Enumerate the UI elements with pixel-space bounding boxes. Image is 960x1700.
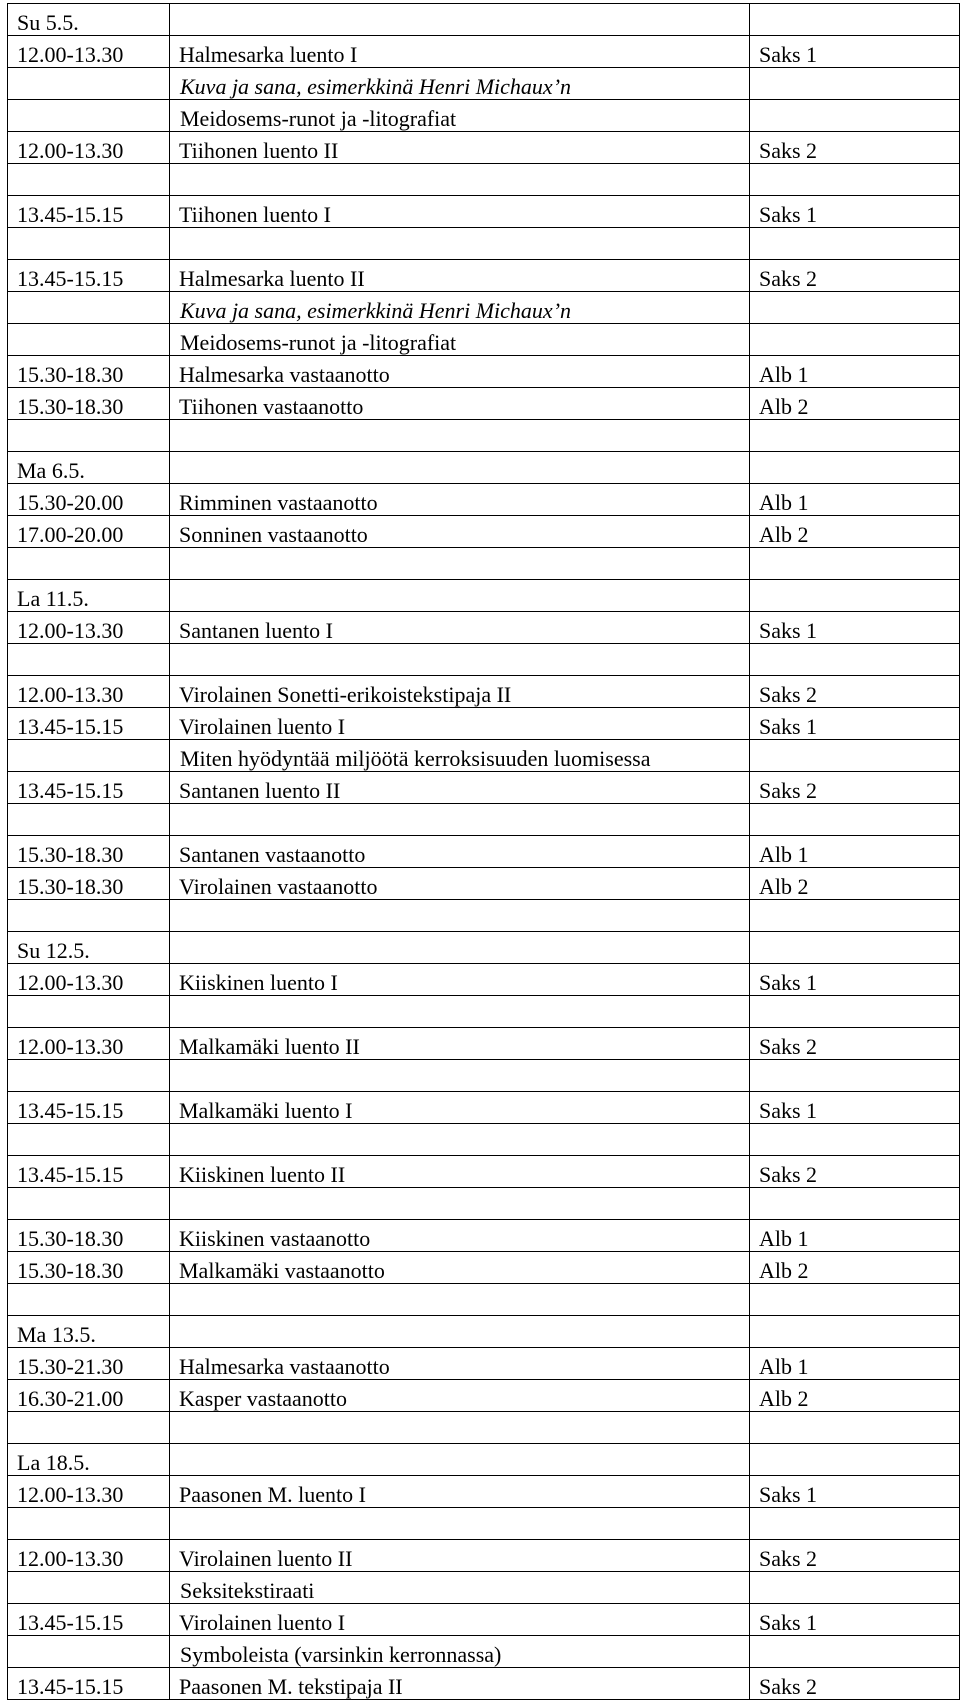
table-row bbox=[8, 868, 960, 900]
date-label: Su 12.5. bbox=[8, 932, 170, 964]
event-cell: Virolainen Sonetti-erikoistekstipaja II bbox=[170, 676, 750, 708]
time-cell bbox=[8, 1412, 170, 1444]
time-cell bbox=[8, 900, 170, 932]
table-row bbox=[8, 1092, 960, 1124]
room-cell bbox=[750, 580, 960, 612]
event-cell bbox=[170, 420, 750, 452]
room-cell: Alb 1 bbox=[750, 1348, 960, 1380]
time-cell bbox=[8, 740, 170, 772]
description-cell: Kuva ja sana, esimerkkinä Henri Michaux’n bbox=[170, 292, 750, 324]
time-cell: 15.30-18.30 bbox=[8, 836, 170, 868]
event-cell: Kasper vastaanotto bbox=[170, 1380, 750, 1412]
date-label: Ma 6.5. bbox=[8, 452, 170, 484]
event-cell: Tiihonen luento I bbox=[170, 196, 750, 228]
time-cell bbox=[8, 420, 170, 452]
event-cell bbox=[170, 452, 750, 484]
time-cell bbox=[8, 324, 170, 356]
room-cell: Saks 2 bbox=[750, 676, 960, 708]
room-cell bbox=[750, 1316, 960, 1348]
time-cell: 12.00-13.30 bbox=[8, 1476, 170, 1508]
time-cell: 12.00-13.30 bbox=[8, 1540, 170, 1572]
time-cell bbox=[8, 1284, 170, 1316]
table-row bbox=[8, 1348, 960, 1380]
room-cell bbox=[750, 1060, 960, 1092]
event-cell bbox=[170, 996, 750, 1028]
time-cell: 13.45-15.15 bbox=[8, 708, 170, 740]
event-cell: Halmesarka luento I bbox=[170, 36, 750, 68]
room-cell bbox=[750, 1444, 960, 1476]
description-cell: Meidosems-runot ja -litografiat bbox=[170, 100, 750, 132]
table-row bbox=[8, 1156, 960, 1188]
event-cell: Virolainen luento I bbox=[170, 1604, 750, 1636]
time-cell bbox=[8, 1572, 170, 1604]
time-cell bbox=[8, 1188, 170, 1220]
room-cell bbox=[750, 548, 960, 580]
room-cell bbox=[750, 644, 960, 676]
event-cell: Paasonen M. luento I bbox=[170, 1476, 750, 1508]
schedule-rows bbox=[8, 4, 960, 1700]
time-cell: 13.45-15.15 bbox=[8, 1604, 170, 1636]
spacer-row bbox=[8, 1060, 960, 1092]
room-cell: Saks 2 bbox=[750, 260, 960, 292]
event-cell: Tiihonen vastaanotto bbox=[170, 388, 750, 420]
room-cell bbox=[750, 1124, 960, 1156]
event-cell bbox=[170, 900, 750, 932]
spacer-row bbox=[8, 644, 960, 676]
time-cell: 15.30-21.30 bbox=[8, 1348, 170, 1380]
event-cell bbox=[170, 228, 750, 260]
room-cell: Alb 1 bbox=[750, 356, 960, 388]
event-cell bbox=[170, 1060, 750, 1092]
date-row bbox=[8, 1316, 960, 1348]
room-cell: Alb 2 bbox=[750, 388, 960, 420]
spacer-row bbox=[8, 804, 960, 836]
time-cell bbox=[8, 228, 170, 260]
room-cell: Saks 2 bbox=[750, 1540, 960, 1572]
table-row bbox=[8, 964, 960, 996]
table-row bbox=[8, 388, 960, 420]
room-cell: Saks 2 bbox=[750, 132, 960, 164]
room-cell: Saks 1 bbox=[750, 1092, 960, 1124]
table-row bbox=[8, 1540, 960, 1572]
event-cell bbox=[170, 1124, 750, 1156]
spacer-row bbox=[8, 1124, 960, 1156]
event-cell bbox=[170, 1508, 750, 1540]
time-cell: 12.00-13.30 bbox=[8, 36, 170, 68]
event-cell bbox=[170, 1284, 750, 1316]
room-cell bbox=[750, 1508, 960, 1540]
room-cell: Alb 1 bbox=[750, 484, 960, 516]
description-row bbox=[8, 1572, 960, 1604]
spacer-row bbox=[8, 420, 960, 452]
time-cell: 12.00-13.30 bbox=[8, 964, 170, 996]
date-label: Ma 13.5. bbox=[8, 1316, 170, 1348]
room-cell bbox=[750, 1284, 960, 1316]
description-row bbox=[8, 292, 960, 324]
spacer-row bbox=[8, 1188, 960, 1220]
room-cell bbox=[750, 1572, 960, 1604]
spacer-row bbox=[8, 996, 960, 1028]
description-cell: Miten hyödyntää miljöötä kerroksisuuden luomisessa bbox=[170, 740, 750, 772]
time-cell bbox=[8, 68, 170, 100]
time-cell bbox=[8, 1060, 170, 1092]
room-cell bbox=[750, 420, 960, 452]
time-cell: 15.30-18.30 bbox=[8, 356, 170, 388]
time-cell: 13.45-15.15 bbox=[8, 1156, 170, 1188]
date-row bbox=[8, 452, 960, 484]
time-cell: 12.00-13.30 bbox=[8, 132, 170, 164]
spacer-row bbox=[8, 900, 960, 932]
time-cell: 15.30-18.30 bbox=[8, 1220, 170, 1252]
room-cell: Saks 1 bbox=[750, 1604, 960, 1636]
event-cell: Santanen luento II bbox=[170, 772, 750, 804]
event-cell bbox=[170, 4, 750, 36]
room-cell bbox=[750, 68, 960, 100]
room-cell bbox=[750, 228, 960, 260]
event-cell: Malkamäki luento II bbox=[170, 1028, 750, 1060]
spacer-row bbox=[8, 1412, 960, 1444]
event-cell: Virolainen luento II bbox=[170, 1540, 750, 1572]
event-cell: Malkamäki luento I bbox=[170, 1092, 750, 1124]
event-cell: Paasonen M. tekstipaja II bbox=[170, 1668, 750, 1700]
room-cell: Alb 1 bbox=[750, 836, 960, 868]
room-cell bbox=[750, 1412, 960, 1444]
room-cell: Saks 2 bbox=[750, 1028, 960, 1060]
schedule-table bbox=[7, 3, 960, 1700]
time-cell: 13.45-15.15 bbox=[8, 772, 170, 804]
event-cell bbox=[170, 932, 750, 964]
time-cell: 12.00-13.30 bbox=[8, 1028, 170, 1060]
date-row bbox=[8, 932, 960, 964]
room-cell bbox=[750, 1636, 960, 1668]
table-row bbox=[8, 836, 960, 868]
table-row bbox=[8, 1476, 960, 1508]
event-cell: Kiiskinen vastaanotto bbox=[170, 1220, 750, 1252]
room-cell bbox=[750, 452, 960, 484]
room-cell bbox=[750, 164, 960, 196]
event-cell bbox=[170, 1412, 750, 1444]
event-cell bbox=[170, 1316, 750, 1348]
event-cell: Kiiskinen luento I bbox=[170, 964, 750, 996]
room-cell bbox=[750, 804, 960, 836]
time-cell bbox=[8, 804, 170, 836]
table-row bbox=[8, 1220, 960, 1252]
description-row bbox=[8, 1636, 960, 1668]
room-cell bbox=[750, 4, 960, 36]
event-cell: Halmesarka luento II bbox=[170, 260, 750, 292]
room-cell bbox=[750, 996, 960, 1028]
event-cell: Santanen luento I bbox=[170, 612, 750, 644]
time-cell bbox=[8, 1508, 170, 1540]
room-cell: Saks 1 bbox=[750, 612, 960, 644]
date-row bbox=[8, 580, 960, 612]
table-row bbox=[8, 708, 960, 740]
event-cell: Santanen vastaanotto bbox=[170, 836, 750, 868]
room-cell: Alb 2 bbox=[750, 516, 960, 548]
time-cell bbox=[8, 100, 170, 132]
description-row bbox=[8, 100, 960, 132]
room-cell: Alb 1 bbox=[750, 1220, 960, 1252]
table-row bbox=[8, 772, 960, 804]
time-cell bbox=[8, 292, 170, 324]
time-cell: 12.00-13.30 bbox=[8, 676, 170, 708]
room-cell bbox=[750, 100, 960, 132]
table-row bbox=[8, 260, 960, 292]
description-row bbox=[8, 324, 960, 356]
time-cell bbox=[8, 164, 170, 196]
date-row bbox=[8, 1444, 960, 1476]
spacer-row bbox=[8, 1284, 960, 1316]
table-row bbox=[8, 676, 960, 708]
room-cell bbox=[750, 740, 960, 772]
room-cell bbox=[750, 900, 960, 932]
room-cell: Saks 1 bbox=[750, 196, 960, 228]
time-cell: 17.00-20.00 bbox=[8, 516, 170, 548]
spacer-row bbox=[8, 228, 960, 260]
description-cell: Symboleista (varsinkin kerronnassa) bbox=[170, 1636, 750, 1668]
room-cell: Alb 2 bbox=[750, 1252, 960, 1284]
room-cell bbox=[750, 1188, 960, 1220]
room-cell bbox=[750, 292, 960, 324]
table-row bbox=[8, 1604, 960, 1636]
table-row bbox=[8, 356, 960, 388]
time-cell: 13.45-15.15 bbox=[8, 1668, 170, 1700]
event-cell bbox=[170, 580, 750, 612]
spacer-row bbox=[8, 164, 960, 196]
date-row bbox=[8, 4, 960, 36]
time-cell bbox=[8, 644, 170, 676]
room-cell bbox=[750, 324, 960, 356]
event-cell bbox=[170, 1444, 750, 1476]
table-row bbox=[8, 36, 960, 68]
room-cell: Saks 2 bbox=[750, 1668, 960, 1700]
spacer-row bbox=[8, 1508, 960, 1540]
event-cell bbox=[170, 548, 750, 580]
table-row bbox=[8, 1380, 960, 1412]
room-cell: Saks 2 bbox=[750, 1156, 960, 1188]
room-cell: Saks 1 bbox=[750, 708, 960, 740]
event-cell bbox=[170, 1188, 750, 1220]
event-cell: Halmesarka vastaanotto bbox=[170, 1348, 750, 1380]
room-cell: Saks 1 bbox=[750, 36, 960, 68]
event-cell: Malkamäki vastaanotto bbox=[170, 1252, 750, 1284]
event-cell bbox=[170, 164, 750, 196]
time-cell bbox=[8, 548, 170, 580]
date-label: Su 5.5. bbox=[8, 4, 170, 36]
table-row bbox=[8, 612, 960, 644]
date-label: La 11.5. bbox=[8, 580, 170, 612]
description-row bbox=[8, 68, 960, 100]
time-cell: 15.30-20.00 bbox=[8, 484, 170, 516]
time-cell bbox=[8, 996, 170, 1028]
event-cell: Virolainen vastaanotto bbox=[170, 868, 750, 900]
table-row bbox=[8, 516, 960, 548]
event-cell: Virolainen luento I bbox=[170, 708, 750, 740]
table-row bbox=[8, 484, 960, 516]
table-row bbox=[8, 196, 960, 228]
event-cell: Halmesarka vastaanotto bbox=[170, 356, 750, 388]
time-cell: 16.30-21.00 bbox=[8, 1380, 170, 1412]
date-label: La 18.5. bbox=[8, 1444, 170, 1476]
time-cell: 15.30-18.30 bbox=[8, 1252, 170, 1284]
event-cell: Rimminen vastaanotto bbox=[170, 484, 750, 516]
room-cell: Saks 1 bbox=[750, 1476, 960, 1508]
time-cell: 13.45-15.15 bbox=[8, 196, 170, 228]
room-cell: Alb 2 bbox=[750, 1380, 960, 1412]
description-cell: Meidosems-runot ja -litografiat bbox=[170, 324, 750, 356]
event-cell: Tiihonen luento II bbox=[170, 132, 750, 164]
table-row bbox=[8, 132, 960, 164]
room-cell bbox=[750, 932, 960, 964]
description-row bbox=[8, 740, 960, 772]
time-cell: 13.45-15.15 bbox=[8, 260, 170, 292]
table-row bbox=[8, 1668, 960, 1700]
room-cell: Alb 2 bbox=[750, 868, 960, 900]
event-cell bbox=[170, 804, 750, 836]
event-cell: Kiiskinen luento II bbox=[170, 1156, 750, 1188]
time-cell bbox=[8, 1636, 170, 1668]
time-cell: 13.45-15.15 bbox=[8, 1092, 170, 1124]
time-cell bbox=[8, 1124, 170, 1156]
event-cell: Sonninen vastaanotto bbox=[170, 516, 750, 548]
description-cell: Kuva ja sana, esimerkkinä Henri Michaux’n bbox=[170, 68, 750, 100]
room-cell: Saks 2 bbox=[750, 772, 960, 804]
spacer-row bbox=[8, 548, 960, 580]
table-row bbox=[8, 1028, 960, 1060]
table-row bbox=[8, 1252, 960, 1284]
room-cell: Saks 1 bbox=[750, 964, 960, 996]
time-cell: 12.00-13.30 bbox=[8, 612, 170, 644]
event-cell bbox=[170, 644, 750, 676]
time-cell: 15.30-18.30 bbox=[8, 868, 170, 900]
time-cell: 15.30-18.30 bbox=[8, 388, 170, 420]
description-cell: Seksitekstiraati bbox=[170, 1572, 750, 1604]
